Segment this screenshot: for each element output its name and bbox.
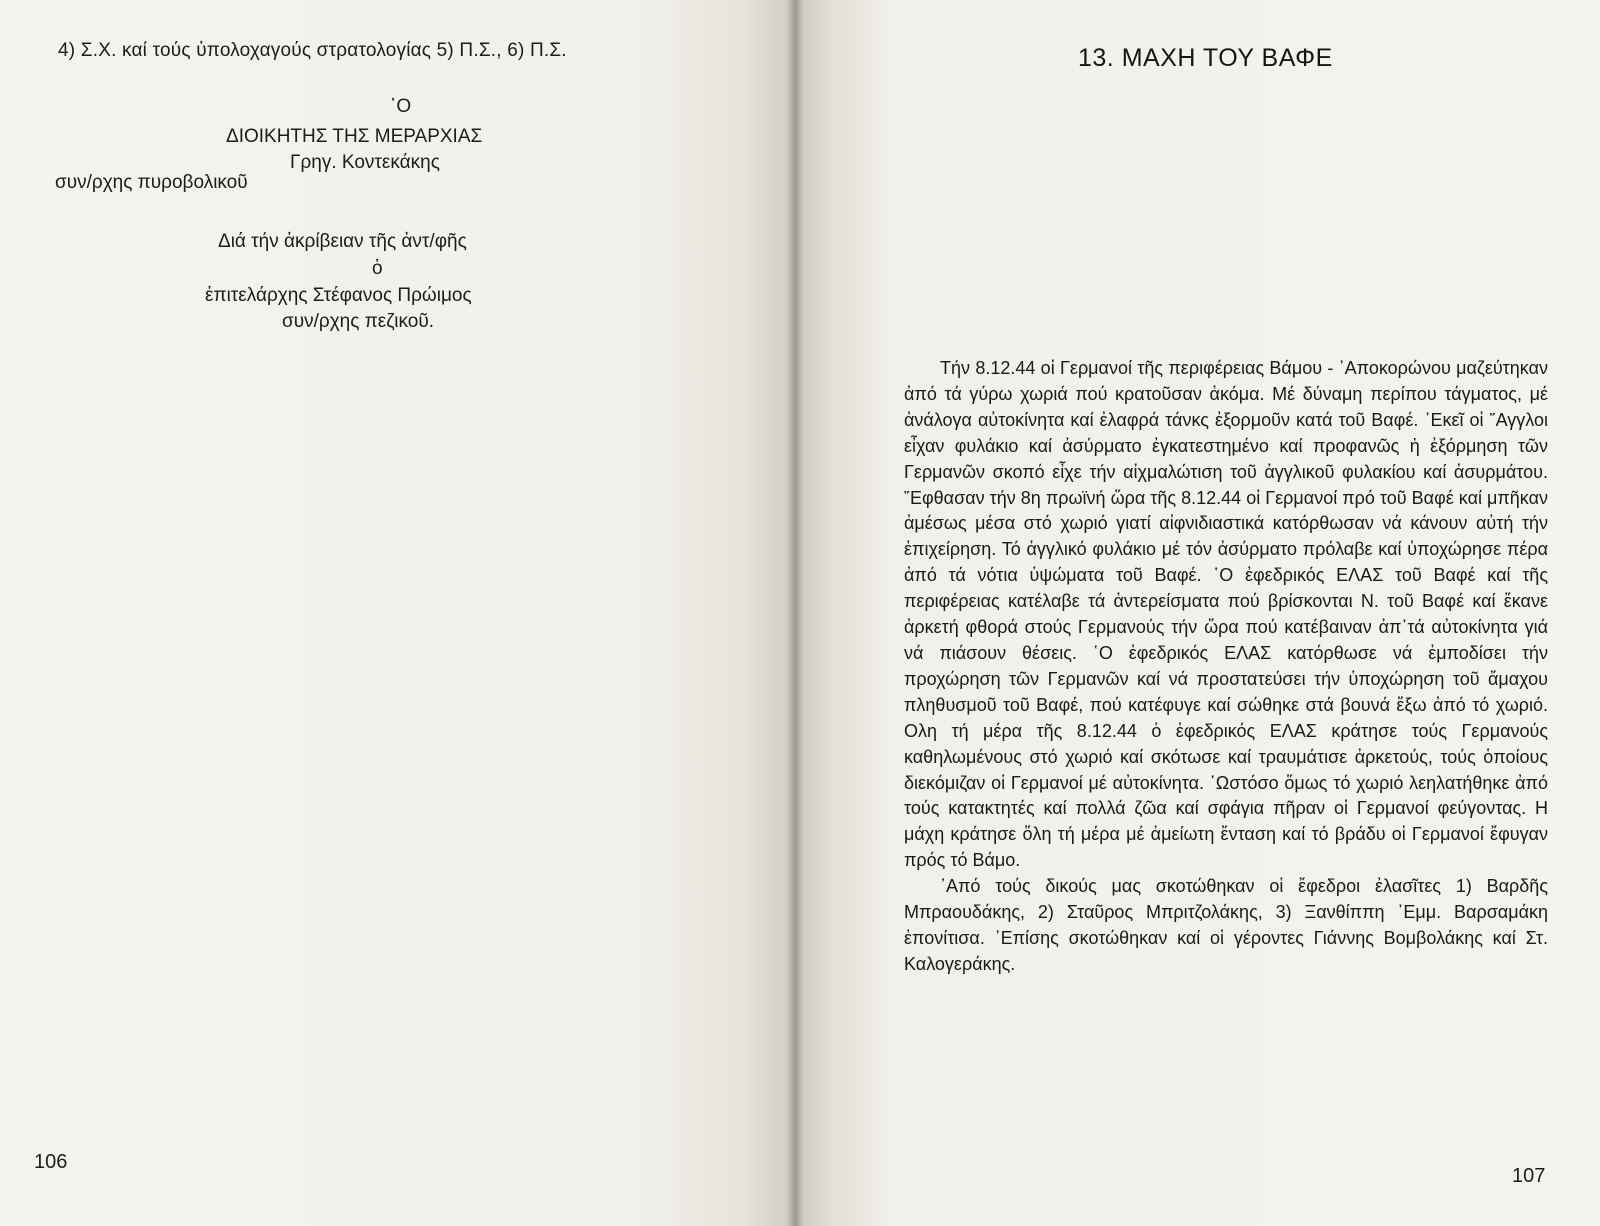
book-gutter	[786, 0, 804, 1226]
signature-article: ῾Ο	[390, 96, 412, 117]
certification-name: ἐπιτελάρχης Στέφανος Πρώιμος	[205, 285, 472, 306]
signature-name: Γρηγ. Κοντεκάκης	[290, 152, 440, 173]
certification-line: Διά τήν ἀκρίβειαν τῆς ἀντ/φῆς	[218, 231, 467, 252]
certification-article: ὁ	[372, 258, 383, 279]
certification-rank: συν/ρχης πεζικοῦ.	[282, 311, 435, 332]
page-number-right: 107	[1512, 1165, 1546, 1187]
signature-rank: συν/ρχης πυροβολικοῦ	[55, 172, 248, 193]
left-page	[0, 0, 795, 1226]
chapter-body	[904, 356, 1548, 978]
paragraph: ᾿Από τούς δικούς μας σκοτώθηκαν οἱ ἔφεδροι ἐλασῖτες 1) Βαρδῆς Μπραουδάκης, 2) Σταῦρος Μπριτζολάκης, 3) Ξανθίππη ᾿Εμμ. Βαρσαμάκη ἐπονίτισα. ᾿Επίσης σκοτώθηκαν καί οἱ γέροντες Γιάννης Βομβολάκης καί Στ. Καλογεράκης.	[904, 876, 1548, 974]
distribution-line: 4) Σ.Χ. καί τούς ὑπολοχαγούς στρατολογίας 5) Π.Σ., 6) Π.Σ.	[58, 40, 567, 61]
chapter-title: 13. ΜΑΧΗ ΤΟΥ ΒΑΦΕ	[1078, 44, 1333, 72]
signature-title: ΔΙΟΙΚΗΤΗΣ ΤΗΣ ΜΕΡΑΡΧΙΑΣ	[226, 126, 483, 147]
page-number-left: 106	[34, 1151, 68, 1173]
paragraph: Τήν 8.12.44 οἱ Γερμανοί τῆς περιφέρειας Βάμου - ᾿Αποκορώνου μαζεύτηκαν ἀπό τά γύρω χωριά πού κρατοῦσαν ἀκόμα. Μέ δύναμη περίπου τάγματος, μέ ἀνάλογα αὐτοκίνητα καί ἐλαφρά τάνκς ἐξορμοῦν κατά τοῦ Βαφέ. ᾿Εκεῖ οἱ ῎Αγγλοι εἶχαν φυλάκιο καί ἀσύρματο ἐγκατεστημένο καί προφανῶς ἡ ἐξόρμηση τῶν Γερμανῶν σκοπό εἶχε τήν αἰχμαλώτιση τοῦ ἀγγλικοῦ φυλακίου καί ἀσυρμάτου. ῎Εφθασαν τήν 8η πρωϊνή ὥρα τῆς 8.12.44 οἱ Γερμανοί πρό τοῦ Βαφέ καί μπῆκαν ἀμέσως μέσα στό χωριό γιατί αἰφνιδιαστικά κατόρθωσαν νά κάνουν αὐτή τήν ἐπιχείρηση. Τό ἀγγλικό φυλάκιο μέ τόν ἀσύρματο πρόλαβε καί ὑποχώρησε πέρα ἀπό τά νότια ὑψώματα τοῦ Βαφέ. ῾Ο ἐφεδρικός ΕΛΑΣ τοῦ Βαφέ καί τῆς περιφέρειας κατέλαβε τά ἀντερείσματα πού βρίσκονται Ν. τοῦ Βαφέ καί ἔκανε ἀρκετή φθορά στούς Γερμανούς τήν ὥρα πού κατέβαιναν ἀπ᾿τά αὐτοκίνητα γιά νά πιάσουν θέσεις. ῾Ο ἐφεδρικός ΕΛΑΣ κατόρθωσε νά ἐμποδίσει τήν προχώρηση τῶν Γερμανῶν καί νά προστατεύσει τήν ὑποχώρηση τοῦ ἄμαχου πληθυσμοῦ τοῦ Βαφέ, πού κατέφυγε καί σώθηκε στά βουνά ἔξω ἀπό τό χωριό. Ολη τή μέρα τῆς 8.12.44 ὁ ἐφεδρικός ΕΛΑΣ κράτησε τούς Γερμανούς καθηλωμένους στό χωριό καί σκότωσε καί τραυμάτισε ἀρκετούς, τούς ὁποίους διεκόμιζαν οἱ Γερμανοί μέ αὐτοκίνητα. ῾Ωστόσο ὅμως τό χωριό λεηλατήθηκε ἀπό τούς κατακτητές καί πολλά ζῶα καί σφάγια πῆραν οἱ Γερμανοί φεύγοντας. Η μάχη κράτησε ὅλη τή μέρα μέ ἀμείωτη ἔνταση καί τό βράδυ οἱ Γερμανοί ἔφυγαν πρός τό Βάμο.	[904, 358, 1548, 871]
